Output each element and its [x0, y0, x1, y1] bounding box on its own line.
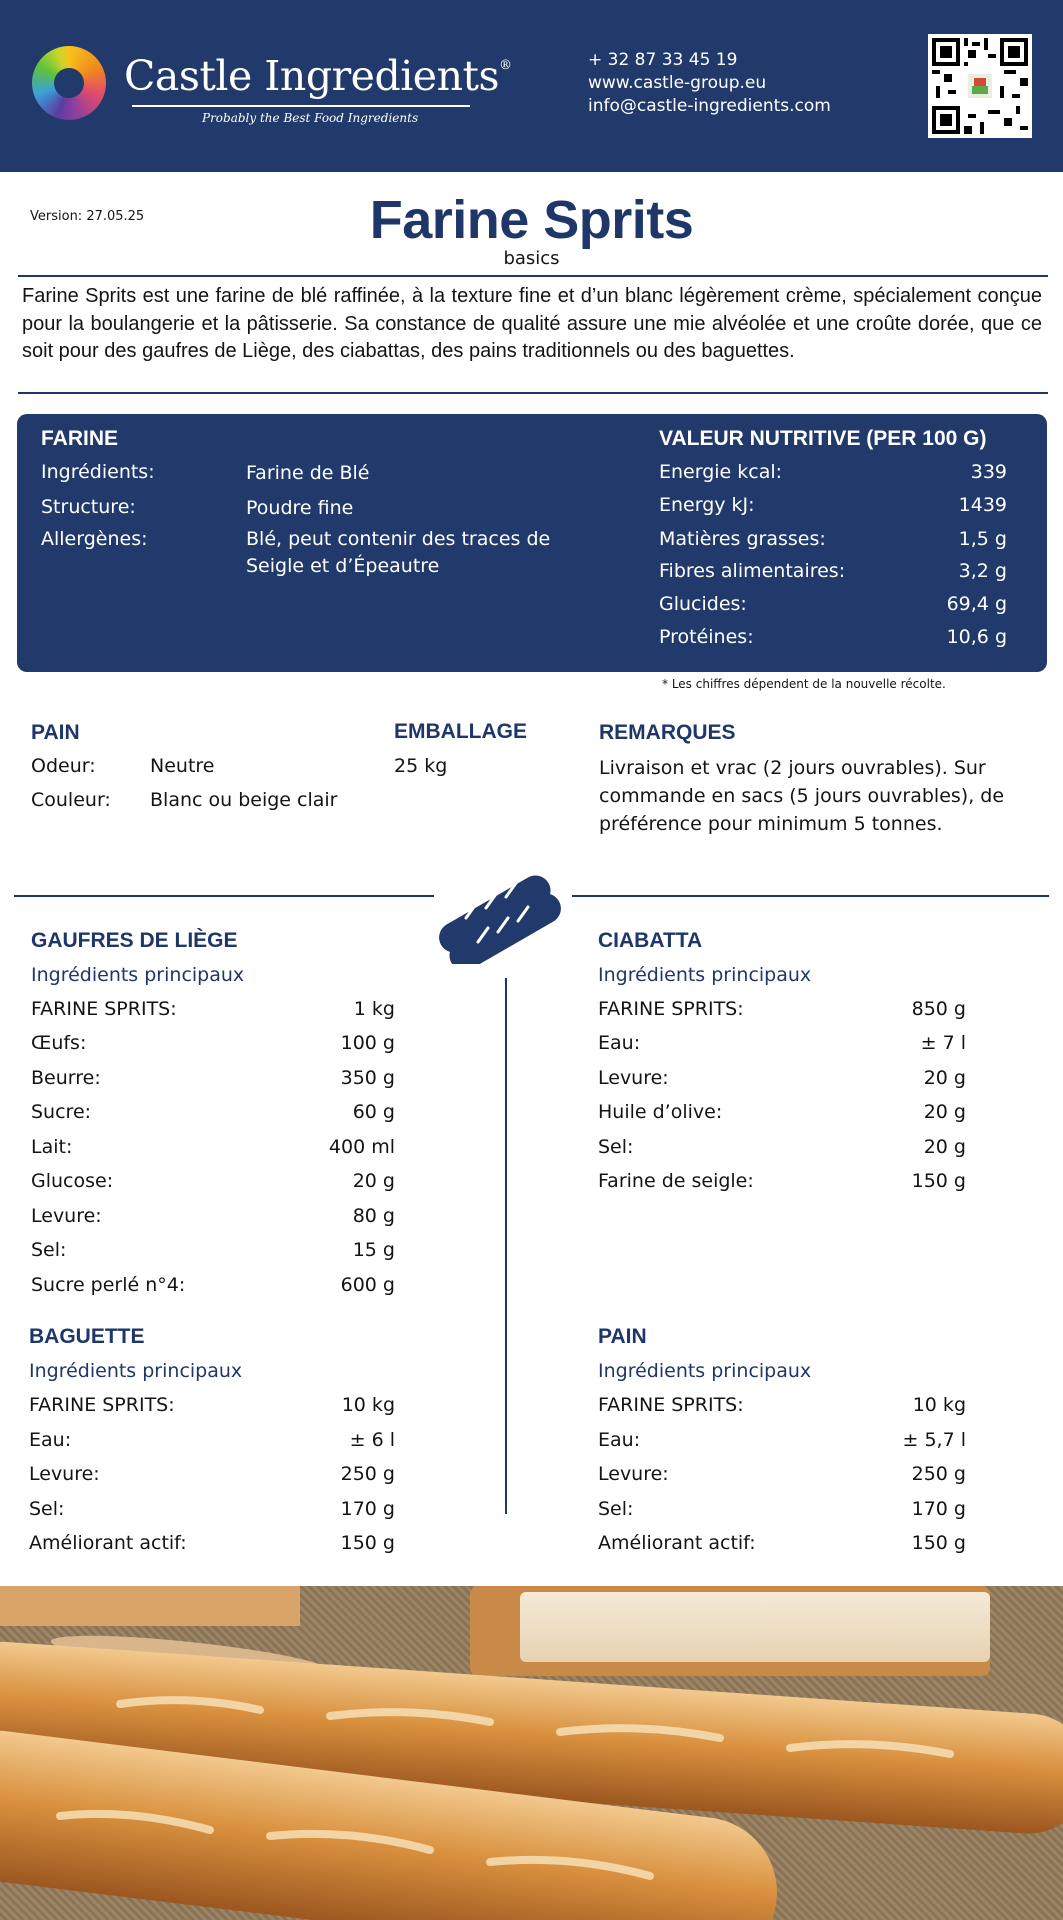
list-item-qty: 20 g: [923, 1136, 966, 1158]
list-item-qty: 150 g: [911, 1532, 966, 1554]
nutrition-value-carbs: 69,4 g: [946, 593, 1007, 615]
list-item-qty: 20 g: [352, 1170, 395, 1192]
page-subtitle: basics: [503, 248, 560, 269]
list-item: Sel:: [31, 1239, 67, 1261]
list-item: Levure:: [29, 1463, 100, 1485]
brand-tagline: Probably the Best Food Ingredients: [202, 111, 419, 125]
list-item-qty: 600 g: [340, 1274, 395, 1296]
list-item-qty: 170 g: [911, 1498, 966, 1520]
brand-name: Castle Ingredients®: [124, 52, 512, 100]
list-item: Sucre:: [31, 1101, 92, 1123]
recipe-subtitle-pain: Ingrédients principaux: [598, 1360, 812, 1382]
list-item-qty: 100 g: [340, 1032, 395, 1054]
list-item-qty: 250 g: [340, 1463, 395, 1485]
farine-label-allergenes: Allergènes:: [41, 528, 148, 550]
pain-value-couleur: Blanc ou beige clair: [150, 789, 338, 811]
brand-underline: [132, 105, 470, 107]
list-item: Eau:: [29, 1429, 72, 1451]
list-item: Eau:: [598, 1429, 641, 1451]
list-item-qty: 80 g: [352, 1205, 395, 1227]
recipe-title-pain: PAIN: [598, 1325, 647, 1348]
title-divider: [18, 275, 1048, 277]
nutrition-value-kj: 1439: [958, 494, 1007, 516]
list-item-qty: ± 6 l: [349, 1429, 395, 1451]
baguette-photo: [0, 1586, 1063, 1920]
list-item: Sel:: [598, 1498, 634, 1520]
nutrition-label-kj: Energy kJ:: [659, 494, 755, 516]
nutrition-label-kcal: Energie kcal:: [659, 461, 783, 483]
list-item-qty: 1 kg: [353, 998, 395, 1020]
list-item-qty: 350 g: [340, 1067, 395, 1089]
qr-code-icon[interactable]: [928, 34, 1032, 138]
emballage-heading: EMBALLAGE: [394, 720, 527, 743]
nutrition-label-protein: Protéines:: [659, 626, 754, 648]
list-item: FARINE SPRITS:: [29, 1394, 175, 1416]
recipe-title-baguette: BAGUETTE: [29, 1325, 145, 1348]
list-item: Levure:: [598, 1067, 669, 1089]
farine-value-structure: Poudre fine: [246, 497, 354, 519]
list-item: Levure:: [598, 1463, 669, 1485]
list-item-qty: 150 g: [911, 1170, 966, 1192]
list-item-qty: 400 ml: [328, 1136, 395, 1158]
farine-value-allergenes: Blé, peut contenir des traces de Seigle et d’Épeautre: [246, 528, 551, 577]
nutrition-value-kcal: 339: [970, 461, 1007, 483]
list-item: Œufs:: [31, 1032, 87, 1054]
intro-divider: [18, 392, 1048, 394]
pain-label-odeur: Odeur:: [31, 755, 96, 777]
list-item: Farine de seigle:: [598, 1170, 754, 1192]
pain-value-odeur: Neutre: [150, 755, 215, 777]
list-item: Eau:: [598, 1032, 641, 1054]
intro-paragraph: Farine Sprits est une farine de blé raffinée, à la texture fine et d’un blanc légèrement crème, spécialement conçue pour la boulangerie et la pâtisserie. Sa constance de qualité assure une mie alvéolée et une croûte dorée, que ce soit pour des gaufres de Liège, des ciabattas, des pains traditionnels ou des baguettes.: [22, 285, 1042, 362]
list-item-qty: ± 5,7 l: [902, 1429, 966, 1451]
list-item-qty: 850 g: [911, 998, 966, 1020]
baguette-icon: [436, 866, 564, 964]
list-item: FARINE SPRITS:: [31, 998, 177, 1020]
nutrition-label-carbs: Glucides:: [659, 593, 747, 615]
nutrition-label-fibre: Fibres alimentaires:: [659, 560, 846, 582]
recipes-divider-right: [572, 895, 1049, 897]
list-item: FARINE SPRITS:: [598, 1394, 744, 1416]
farine-label-ingredients: Ingrédients:: [41, 461, 155, 483]
farine-value-ingredients: Farine de Blé: [246, 462, 370, 484]
nutrition-footnote: * Les chiffres dépendent de la nouvelle récolte.: [662, 677, 946, 691]
recipes-divider-left: [14, 895, 434, 897]
list-item: Huile d’olive:: [598, 1101, 723, 1123]
list-item-qty: 60 g: [352, 1101, 395, 1123]
list-item-qty: 170 g: [340, 1498, 395, 1520]
list-item-qty: 150 g: [340, 1532, 395, 1554]
farine-label-structure: Structure:: [41, 496, 136, 518]
recipes-center-divider: [505, 978, 507, 1514]
nutrition-value-fibre: 3,2 g: [958, 560, 1007, 582]
nutrition-label-fat: Matières grasses:: [659, 528, 826, 550]
website-link[interactable]: www.castle-group.eu: [588, 73, 767, 93]
header-band: [0, 0, 1063, 172]
list-item: Levure:: [31, 1205, 102, 1227]
version-label: Version: 27.05.25: [30, 209, 145, 224]
list-item: Améliorant actif:: [29, 1532, 187, 1554]
remarques-text: Livraison et vrac (2 jours ouvrables). Sur commande en sacs (5 jours ouvrables), de préférence pour minimum 5 tonnes.: [599, 757, 1005, 835]
list-item-qty: 10 kg: [912, 1394, 966, 1416]
recipe-title-gaufres: GAUFRES DE LIÈGE: [31, 929, 238, 952]
recipe-title-ciabatta: CIABATTA: [598, 929, 703, 952]
list-item: FARINE SPRITS:: [598, 998, 744, 1020]
nutrition-heading: VALEUR NUTRITIVE (PER 100 G): [659, 427, 987, 450]
emballage-value: 25 kg: [394, 755, 448, 777]
recipe-subtitle-baguette: Ingrédients principaux: [29, 1360, 243, 1382]
list-item: Glucose:: [31, 1170, 114, 1192]
list-item-qty: 250 g: [911, 1463, 966, 1485]
list-item: Sucre perlé n°4:: [31, 1274, 186, 1296]
list-item: Lait:: [31, 1136, 73, 1158]
phone-number: + 32 87 33 45 19: [588, 50, 738, 70]
list-item-qty: 15 g: [352, 1239, 395, 1261]
list-item-qty: ± 7 l: [920, 1032, 966, 1054]
farine-heading: FARINE: [41, 427, 119, 450]
list-item: Améliorant actif:: [598, 1532, 756, 1554]
page-title: Farine Sprits: [369, 190, 694, 250]
email-link[interactable]: info@castle-ingredients.com: [588, 96, 831, 116]
pain-label-couleur: Couleur:: [31, 789, 111, 811]
pain-heading: PAIN: [31, 721, 80, 744]
recipe-subtitle-gaufres: Ingrédients principaux: [31, 964, 245, 986]
nutrition-value-protein: 10,6 g: [946, 626, 1007, 648]
castle-logo-icon: [32, 46, 106, 120]
list-item-qty: 20 g: [923, 1067, 966, 1089]
recipe-subtitle-ciabatta: Ingrédients principaux: [598, 964, 812, 986]
specs-box: [17, 414, 1047, 672]
list-item-qty: 10 kg: [341, 1394, 395, 1416]
list-item: Sel:: [598, 1136, 634, 1158]
list-item: Sel:: [29, 1498, 65, 1520]
list-item: Beurre:: [31, 1067, 101, 1089]
list-item-qty: 20 g: [923, 1101, 966, 1123]
remarques-heading: REMARQUES: [599, 721, 736, 744]
nutrition-value-fat: 1,5 g: [958, 528, 1007, 550]
